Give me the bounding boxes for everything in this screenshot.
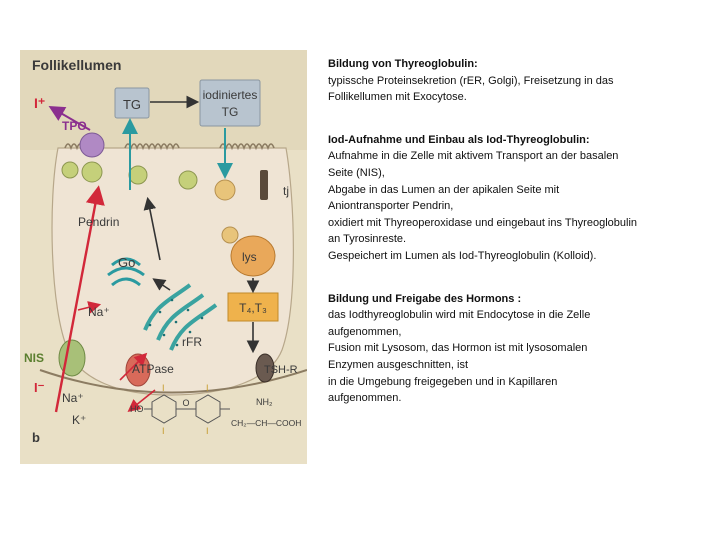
iodinated-tg-label-line2: TG	[221, 105, 239, 119]
hormone-o-label: O	[182, 398, 190, 408]
tpo-label: TPO	[62, 119, 87, 133]
section-line: an Tyrosinreste.	[328, 233, 407, 246]
section-line: Seite (NIS),	[328, 166, 385, 179]
lumen-title: Follikellumen	[32, 57, 122, 73]
section-line: aufgenommen,	[328, 325, 402, 338]
endocytic-vesicle	[215, 180, 235, 200]
vesicle-small	[62, 162, 78, 178]
tg-label: TG	[122, 97, 142, 112]
section-line: aufgenommen.	[328, 392, 402, 405]
hormone-iodine-3: I	[206, 383, 209, 393]
sodium-top-label: Na⁺	[88, 305, 110, 319]
pendrin-transporter	[82, 162, 102, 182]
iodide-uptake-label: I⁻	[34, 380, 45, 395]
lysosome-label: lys	[242, 250, 257, 264]
hormone-chain-label: CH₂—CH—COOH	[231, 418, 302, 428]
section-line: oxidiert mit Thyreoperoxidase und eingebaut ins Thyreoglobulin	[328, 216, 638, 229]
section-line: Aniontransporter Pendrin,	[328, 200, 454, 213]
explanation-panel	[328, 56, 698, 433]
iodine-uptake-section	[328, 132, 698, 265]
iodinated-tg-box	[200, 80, 260, 126]
nis-label: NIS	[24, 351, 45, 365]
section-line: in die Umgebung freigegeben und in Kapillaren	[328, 375, 558, 388]
section-heading: Iod-Aufnahme und Einbau als Iod-Thyreoglobulin:	[328, 133, 590, 146]
iodinated-tg-label-line1: iodiniertes	[202, 88, 258, 102]
vesicle-small	[179, 171, 197, 189]
section-line: typissche Proteinsekretion (rER, Golgi), Freisetzung in das	[328, 74, 614, 87]
thyroglobulin-formation-section	[328, 56, 698, 106]
tpo-vesicle	[80, 133, 104, 157]
potassium-label: K⁺	[72, 413, 87, 427]
section-line: Gespeichert im Lumen als Iod-Thyreoglobulin (Kolloid).	[328, 249, 597, 262]
hormone-iodine-4: I	[206, 426, 209, 436]
hormone-ho-label: HO	[130, 404, 144, 414]
hormone-iodine-2: I	[162, 426, 165, 436]
iodine-lumen-label: I⁺	[34, 95, 46, 111]
section-line: Aufnahme in die Zelle mit aktivem Transport an der basalen	[328, 150, 619, 163]
hormone-nh2-label: NH₂	[256, 397, 273, 407]
atpase-label: ATPase	[132, 362, 174, 376]
sodium-bottom-label: Na⁺	[62, 391, 84, 405]
pendrin-label: Pendrin	[78, 215, 120, 229]
t4-t3-label: T₄,T₃	[239, 301, 267, 315]
tight-junction	[260, 170, 268, 200]
section-line: Follikellumen mit Exocytose.	[328, 91, 467, 104]
section-heading: Bildung und Freigabe des Hormons :	[328, 292, 522, 305]
vesicle-small	[129, 166, 147, 184]
hormone-iodine-1: I	[162, 383, 165, 393]
section-line: Enzymen ausgeschnitten, ist	[328, 358, 469, 371]
hormone-release-section	[328, 291, 698, 407]
panel-label: b	[32, 430, 40, 445]
tight-junction-label: tj	[283, 184, 289, 198]
rfr-label: rFR	[182, 335, 202, 349]
section-line: das Iodthyreoglobulin wird mit Endocytose in die Zelle	[328, 309, 591, 322]
endocytic-vesicle	[222, 227, 238, 243]
section-line: Abgabe in das Lumen an der apikalen Seite mit	[328, 183, 560, 196]
section-heading: Bildung von Thyreoglobulin:	[328, 58, 478, 70]
thyroid-follicle-diagram	[20, 50, 307, 464]
section-line: Fusion mit Lysosom, das Hormon ist mit lysosomalen	[328, 342, 588, 355]
golgi-label: Go	[118, 255, 136, 270]
diagram-svg	[20, 50, 307, 464]
tsh-r-label: TSH-R	[264, 364, 298, 376]
